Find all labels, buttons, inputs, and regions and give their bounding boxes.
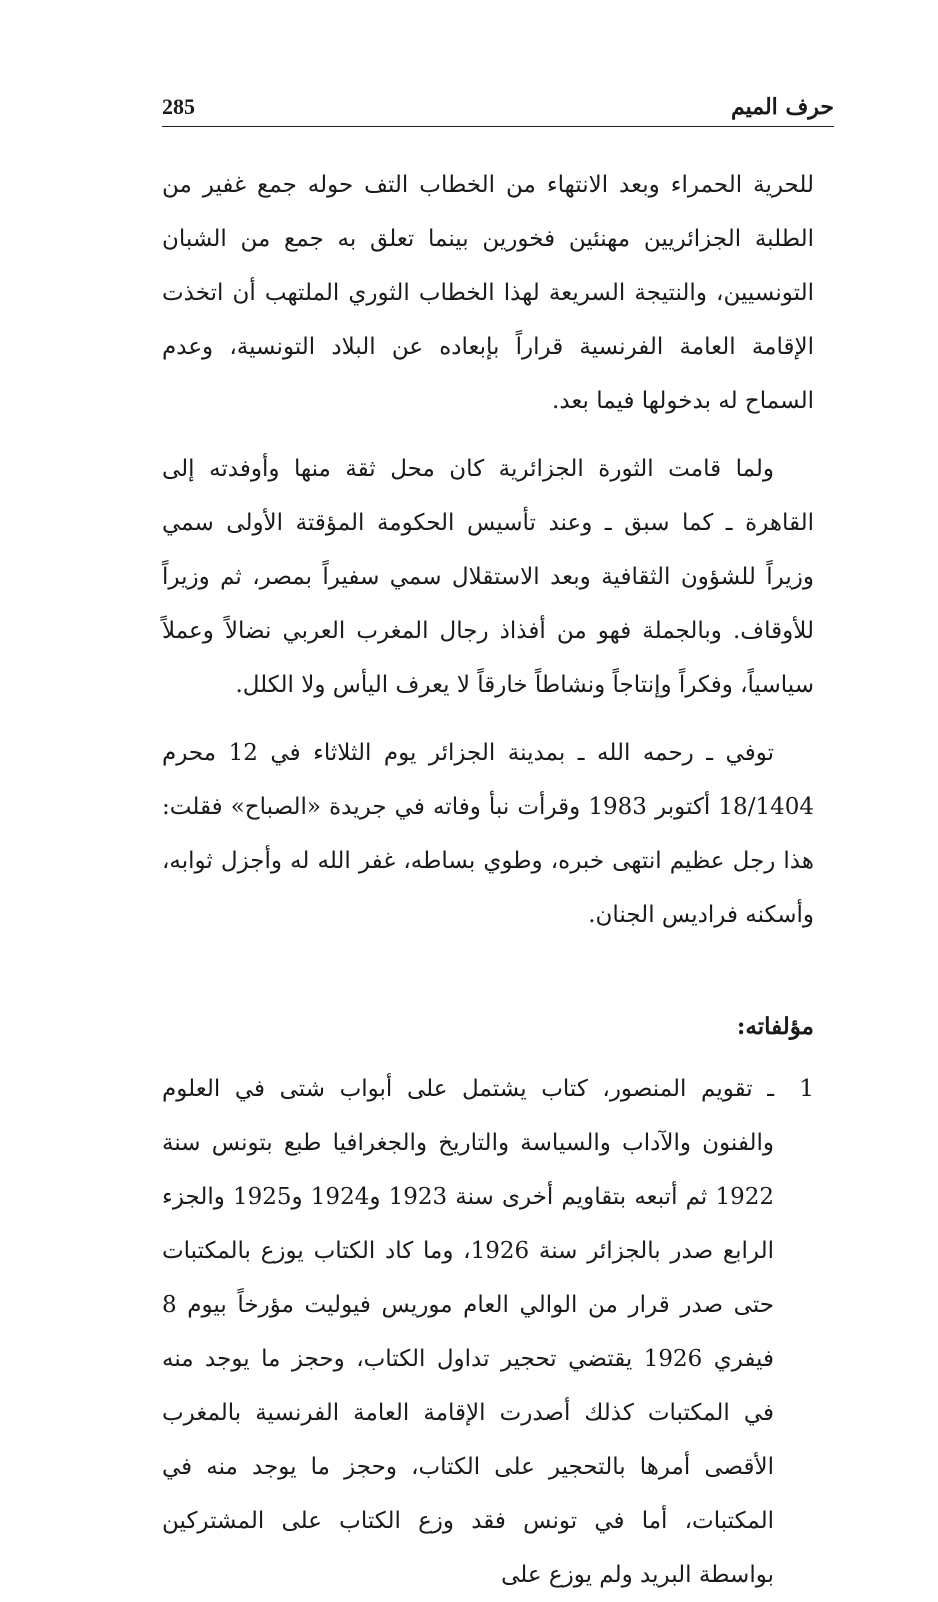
- list-item-number: 1: [799, 1076, 814, 1102]
- running-title: حرف الميم: [730, 94, 834, 120]
- page-number: 285: [162, 94, 195, 119]
- paragraph-3: توفي ـ رحمه الله ـ بمدينة الجزائر يوم الثلاثاء في 12 محرم 18/1404 أكتوبر 1983 وقرأت نبأ وفاته في جريدة «الصباح» فقلت: هذا رجل عظيم انتهى خبره، وطوي بساطه، غفر الله له وأجزل ثوابه، وأسكنه فراديس الجنان.: [162, 740, 814, 928]
- body-text: [162, 158, 814, 1602]
- header-rule: [162, 126, 834, 127]
- page-header: [162, 92, 834, 126]
- paragraph-2: ولما قامت الثورة الجزائرية كان محل ثقة منها وأوفدته إلى القاهرة ـ كما سبق ـ وعند تأسيس الحكومة المؤقتة الأولى سمي وزيراً للشؤون الثقافية وبعد الاستقلال سمي سفيراً بمصر، ثم وزيراً للأوقاف. وبالجملة فهو من أفذاذ رجال المغرب العربي نضالاً وعملاً سياسياً، وفكراً وإنتاجاً ونشاطاً خارقاً لا يعرف اليأس ولا الكلل.: [162, 456, 814, 698]
- list-item-text: ـ تقويم المنصور، كتاب يشتمل على أبواب شتى في العلوم والفنون والآداب والسياسة والتاريخ والجغرافيا طبع بتونس سنة 1922 ثم أتبعه بتقاويم أخرى سنة 1923 و1924 و1925 والجزء الرابع صدر بالجزائر سنة 1926، وما كاد الكتاب يوزع بالمكتبات حتى صدر قرار من الوالي العام موريس فيوليت مؤرخاً بيوم 8 فيفري 1926 يقتضي تحجير تداول الكتاب، وحجز ما يوجد منه في المكتبات كذلك أصدرت الإقامة العامة الفرنسية بالمغرب الأقصى أمرها بالتحجير على الكتاب، وحجز ما يوجد منه في المكتبات، أما في تونس فقد وزع الكتاب على المشتركين بواسطة البريد ولم يوزع على: [162, 1076, 775, 1588]
- list-item: [162, 1062, 814, 1602]
- section-heading: مؤلفاته:: [736, 1013, 814, 1040]
- paragraph-1: للحرية الحمراء وبعد الانتهاء من الخطاب التف حوله جمع غفير من الطلبة الجزائريين مهنئين فخورين بينما تعلق به جمع من الشبان التونسيين، والنتيجة السريعة لهذا الخطاب الثوري الملتهب أن اتخذت الإقامة العامة الفرنسية قراراً بإبعاده عن البلاد التونسية، وعدم السماح له بدخولها فيما بعد.: [162, 172, 814, 414]
